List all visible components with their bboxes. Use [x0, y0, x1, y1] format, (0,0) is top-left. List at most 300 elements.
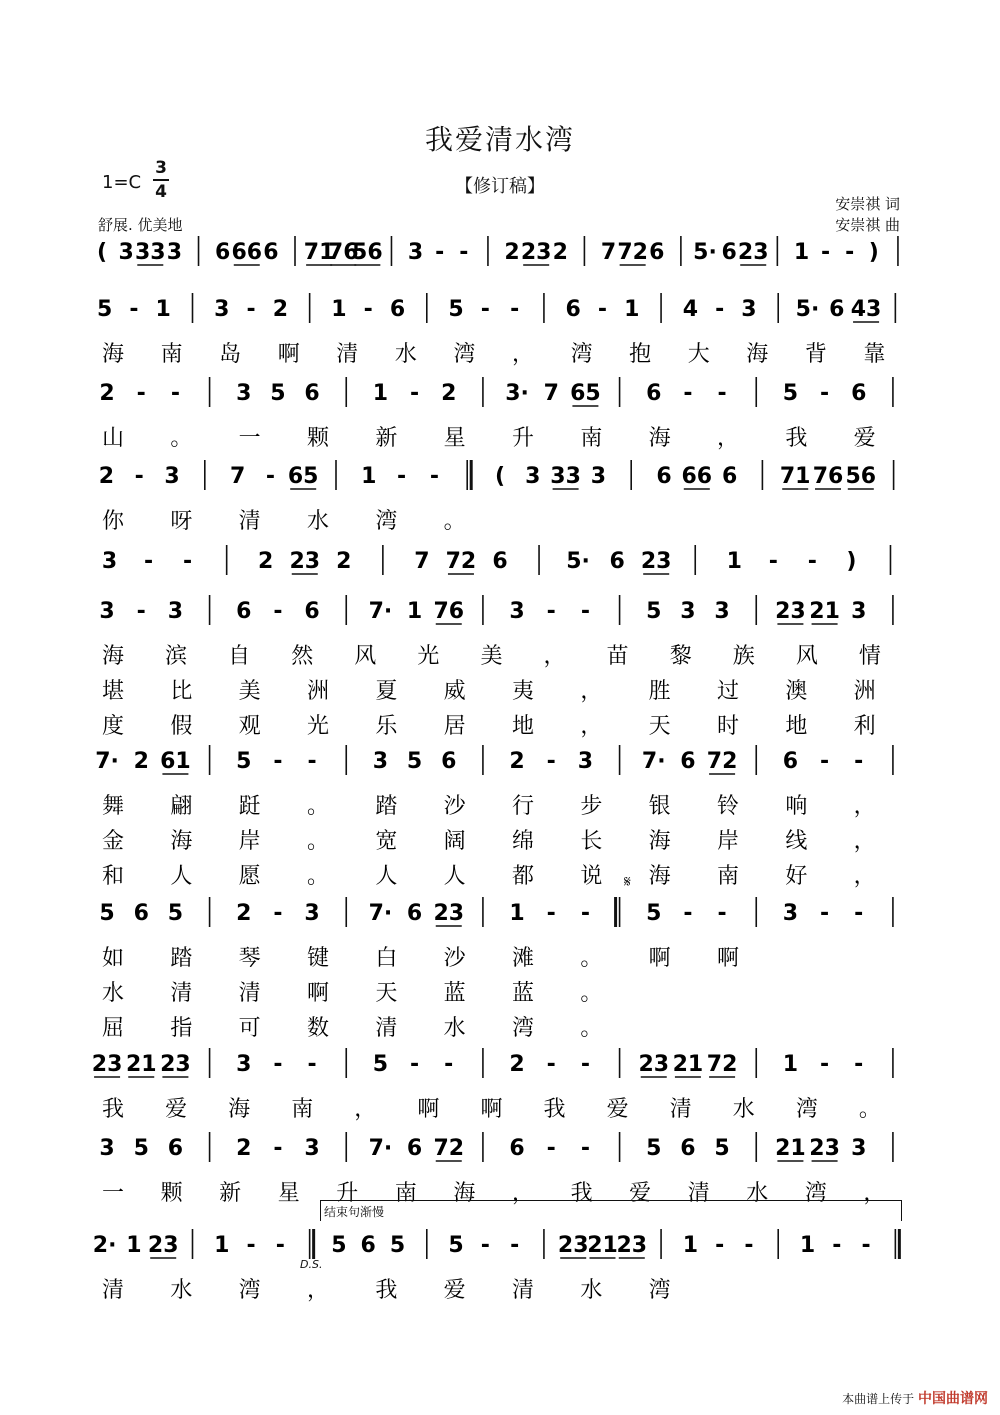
note-token: 1 [361, 464, 377, 489]
note-token: 3 [714, 599, 730, 624]
lyric-char: 啊 [307, 981, 330, 1006]
note-token: 23 [147, 1233, 179, 1258]
subtitle: 【修订稿】 [455, 176, 545, 197]
lyric-char: 。 [307, 794, 330, 819]
note-token: 65 [287, 464, 319, 489]
note-token: 7· [368, 1136, 393, 1161]
footer [842, 1388, 988, 1408]
lyric-char: 。 [307, 829, 330, 854]
lyric-row [90, 337, 910, 369]
note-token: 3 [236, 1052, 252, 1077]
lyric-char: 海 [648, 426, 671, 451]
note-token: - [363, 297, 373, 322]
note-token: 3 [167, 599, 184, 624]
lyric-row-svg [90, 709, 910, 741]
lyric-char: 愿 [238, 864, 261, 889]
note-row-svg [90, 893, 910, 933]
note-token: 1 [624, 297, 640, 322]
note-token: 2 [99, 381, 115, 406]
lyric-char: 舞 [102, 794, 125, 819]
lyric-char: 清 [375, 1016, 398, 1041]
note-token: 5 [448, 1233, 464, 1258]
lyric-char: 岛 [219, 342, 242, 367]
note-token: 3 [851, 599, 867, 624]
lyric-char: ， [580, 679, 603, 704]
lyric-char: 天 [648, 714, 671, 739]
lyric-char: 族 [732, 644, 755, 669]
lyric-char: 和 [102, 864, 125, 889]
note-token: ( [494, 464, 506, 489]
lyric-char: 爱 [443, 1278, 466, 1303]
lyric-char: ， [863, 1181, 886, 1206]
note-token: - [444, 1052, 454, 1077]
lyric-char: 清 [687, 1181, 710, 1206]
lyric-char: 屈 [102, 1016, 125, 1041]
lyric-char: 湾 [648, 1278, 671, 1303]
lyric-char: 翩 [170, 794, 193, 819]
lyric-char: 都 [512, 864, 535, 889]
note-token: 33 [134, 240, 166, 265]
note-token: 7 [414, 549, 430, 574]
lyric-char: 水 [580, 1278, 603, 1303]
lyric-char: 人 [170, 864, 193, 889]
note-token: 2 [336, 549, 352, 574]
lyric-char: 假 [170, 714, 193, 739]
note-token: 23 [557, 1233, 589, 1258]
lyric-char: 我 [543, 1097, 566, 1122]
note-token: 6 [133, 901, 149, 926]
note-token: 3 [99, 599, 115, 624]
note-token: 1 [509, 901, 525, 926]
note-token: 5 [270, 381, 286, 406]
note-token: ) [868, 240, 879, 265]
note-token: - [144, 549, 154, 574]
note-row-svg [90, 232, 910, 272]
lyric-char: 黎 [669, 644, 692, 669]
lyric-char: 海 [228, 1097, 251, 1122]
note-token: 2 [509, 749, 525, 774]
note-token: - [307, 1052, 317, 1077]
note-token: - [820, 749, 830, 774]
lyric-char: 大 [687, 342, 710, 367]
footer-brand: 中国曲谱网 [918, 1391, 988, 1407]
lyric-char: 风 [795, 644, 818, 669]
note-token: 1 [214, 1233, 230, 1258]
note-token: - [510, 1233, 520, 1258]
note-token: 6 [360, 1233, 376, 1258]
note-token: - [820, 1052, 830, 1077]
note-token: 6 [680, 749, 696, 774]
note-token: 4 [682, 297, 699, 322]
lyric-char: 度 [102, 714, 125, 739]
lyric-row [90, 941, 910, 973]
lyric-char: 水 [443, 1016, 466, 1041]
lyric-row [90, 789, 910, 821]
lyric-char: 踏 [375, 794, 398, 819]
note-row [90, 373, 910, 411]
note-token: 7· [641, 749, 666, 774]
note-token: - [546, 599, 556, 624]
lyric-char: 清 [512, 1278, 535, 1303]
note-row-svg [90, 1044, 910, 1084]
lyric-char: 啊 [648, 946, 671, 971]
note-row-svg [90, 1225, 910, 1265]
lyric-char: 新 [375, 426, 398, 451]
note-token: 6 [721, 240, 737, 265]
lyric-char: 清 [238, 509, 261, 534]
lyric-char: ， [354, 1097, 377, 1122]
note-row [90, 893, 910, 931]
lyric-row-svg [90, 639, 910, 671]
note-token: 23 [433, 901, 465, 926]
note-token: 3 [407, 240, 424, 265]
lyric-char: 山 [102, 426, 125, 451]
note-token: 21 [809, 599, 840, 624]
note-token: 5 [389, 1233, 406, 1258]
lyric-char: 苗 [606, 644, 629, 669]
note-token: 6 [441, 749, 457, 774]
lyric-char: 水 [394, 342, 417, 367]
note-token: 23 [520, 240, 552, 265]
note-token: 23 [289, 549, 321, 574]
note-token: 6 [565, 297, 581, 322]
note-token: - [580, 901, 590, 926]
note-token: - [683, 381, 693, 406]
note-token: 6 [389, 297, 406, 322]
lyric-char: 踏 [170, 946, 193, 971]
lyric-row-svg [90, 1273, 910, 1305]
note-token: - [821, 240, 831, 265]
note-token: 2 [509, 1052, 525, 1077]
note-row [90, 1225, 910, 1263]
note-token: 23 [737, 240, 769, 265]
lyric-char: 。 [580, 981, 603, 1006]
note-token: 3 [509, 599, 525, 624]
note-token: 3 [166, 240, 183, 265]
lyric-char: 岸 [238, 829, 261, 854]
lyric-char: 长 [580, 829, 603, 854]
ending-bracket [320, 1200, 902, 1221]
note-token: - [397, 464, 407, 489]
note-token: 6 [649, 240, 665, 265]
note-token: 3 [851, 1136, 867, 1161]
lyric-row [90, 674, 910, 706]
lyric-char: ， [717, 426, 740, 451]
lyric-char: ， [580, 714, 603, 739]
lyric-char: 说 [580, 864, 603, 889]
time-signature-top: 3 [155, 158, 167, 178]
note-token: 6 [609, 549, 625, 574]
note-token: 3 [304, 1136, 320, 1161]
lyric-char: 海 [170, 829, 193, 854]
lyric-char: ， [853, 864, 876, 889]
lyric-char: 升 [336, 1181, 359, 1206]
lyric-char: 海 [746, 342, 769, 367]
note-token: - [410, 381, 420, 406]
lyric-char: 沙 [443, 946, 466, 971]
note-token: - [854, 901, 864, 926]
note-token: - [580, 599, 590, 624]
lyric-char: 星 [443, 426, 466, 451]
note-token: 2 [552, 240, 568, 265]
note-token: 6 [304, 599, 320, 624]
lyric-char: 南 [580, 426, 603, 451]
note-token: 2 [133, 749, 149, 774]
lyric-char: ， [543, 644, 566, 669]
lyric-row-svg [90, 859, 910, 891]
note-token: 3 [680, 599, 696, 624]
note-token: 6 [406, 1136, 423, 1161]
note-token: 2 [98, 464, 115, 489]
lyric-char: 啊 [717, 946, 740, 971]
lyric-char: 光 [307, 714, 330, 739]
lyric-char: 背 [804, 342, 827, 367]
note-token: 6 [263, 240, 279, 265]
lyric-char: 滨 [165, 644, 188, 669]
lyric-char: 我 [570, 1181, 593, 1206]
note-token: 6 [680, 1136, 696, 1161]
note-token: 56 [845, 464, 877, 489]
lyric-char: ， [512, 342, 535, 367]
note-token: 1 [799, 1233, 816, 1258]
lyric-row [90, 859, 910, 891]
lyric-char: 威 [443, 679, 466, 704]
note-token: 1 [726, 549, 742, 574]
lyric-char: 一 [238, 426, 261, 451]
lyric-row-svg [90, 421, 910, 453]
note-row-svg [90, 373, 910, 413]
note-token: - [136, 599, 146, 624]
note-token: 21 [775, 1136, 806, 1161]
note-token: 1 [372, 381, 389, 406]
note-token: 3 [99, 1136, 115, 1161]
note-row [90, 541, 910, 579]
note-token: 21 [672, 1052, 704, 1077]
lyric-row [90, 1092, 910, 1124]
note-token: - [845, 240, 855, 265]
note-token: 23 [638, 1052, 670, 1077]
note-token: - [820, 381, 830, 406]
lyric-char: 啊 [277, 342, 300, 367]
note-token: 72 [706, 749, 738, 774]
note-row-svg [90, 289, 910, 329]
lyric-char: 爱 [629, 1181, 652, 1206]
lyric-char: 阔 [443, 829, 466, 854]
note-row [90, 456, 910, 494]
lyric-row [90, 709, 910, 741]
note-row [90, 232, 910, 270]
note-token: - [580, 1136, 590, 1161]
note-token: 5 [646, 1136, 662, 1161]
note-token: - [715, 297, 725, 322]
lyric-char: 。 [580, 946, 603, 971]
note-token: 2 [441, 381, 457, 406]
note-token: 5· [693, 240, 717, 265]
composer-credit: 安崇祺 曲 [835, 216, 900, 234]
lyric-char: 沙 [443, 794, 466, 819]
note-token: - [273, 599, 283, 624]
tempo-marking: 舒展. 优美地 [98, 216, 183, 234]
note-token: - [807, 549, 817, 574]
note-token: 7 [229, 464, 246, 489]
note-token: - [480, 297, 490, 322]
lyric-row-svg [90, 1092, 910, 1124]
lyric-char: 南 [291, 1097, 314, 1122]
lyric-row-svg [90, 976, 910, 1008]
note-token: 43 [850, 297, 882, 322]
note-token: - [275, 1233, 285, 1258]
note-token: 66 [231, 240, 263, 265]
lyric-char: 人 [443, 864, 466, 889]
lyric-char: 湾 [453, 342, 476, 367]
note-token: 3 [164, 464, 180, 489]
lyric-char: 铃 [717, 794, 740, 819]
lyric-char: ， [853, 829, 876, 854]
lyric-char: 湾 [512, 1016, 535, 1041]
lyric-char: 海 [648, 864, 671, 889]
lyric-char: 滩 [512, 946, 535, 971]
note-token: 72 [433, 1136, 465, 1161]
lyric-char: 胜 [648, 679, 671, 704]
lyric-char: 。 [858, 1097, 881, 1122]
note-token: 6 [167, 1136, 184, 1161]
note-token: 6 [829, 297, 845, 322]
note-token: 5 [646, 901, 662, 926]
lyric-char: 洲 [853, 679, 876, 704]
note-token: 6 [646, 381, 662, 406]
note-token: 7· [368, 599, 393, 624]
note-token: 23 [640, 549, 672, 574]
note-token: 65 [570, 381, 601, 406]
note-token: - [820, 901, 830, 926]
note-token: 7· [368, 901, 393, 926]
note-token: 76 [327, 240, 359, 265]
lyric-char: 绵 [512, 829, 535, 854]
lyric-char: 爱 [606, 1097, 629, 1122]
note-token: - [136, 381, 146, 406]
note-token: 5 [236, 749, 252, 774]
note-token: 5 [406, 749, 423, 774]
lyric-char: 美 [238, 679, 261, 704]
note-token: 1 [406, 599, 423, 624]
note-token: 3· [505, 381, 529, 406]
note-token: 71 [303, 240, 335, 265]
lyric-char: 线 [785, 829, 808, 854]
lyric-char: 啊 [480, 1097, 503, 1122]
note-token: 72 [706, 1052, 738, 1077]
note-token: - [715, 1233, 725, 1258]
footer-text: 本曲谱上传于 [842, 1392, 915, 1406]
note-token: 3 [118, 240, 134, 265]
lyric-row [90, 824, 910, 856]
note-token: 1 [331, 297, 347, 322]
note-token: 5· [566, 549, 590, 574]
lyric-char: 清 [238, 981, 261, 1006]
segno-icon: 𝄋 [624, 872, 631, 891]
lyric-char: 然 [291, 644, 314, 669]
lyric-char: 颗 [307, 426, 330, 451]
note-row [90, 741, 910, 779]
note-row-svg [90, 456, 910, 496]
lyric-char: 好 [785, 864, 808, 889]
note-token: 6 [214, 240, 231, 265]
note-token: 1 [126, 1233, 142, 1258]
note-token: - [861, 1233, 871, 1258]
note-token: - [410, 1052, 420, 1077]
lyric-char: 呀 [170, 509, 193, 534]
lyric-char: 行 [512, 794, 535, 819]
lyric-char: 水 [307, 509, 330, 534]
lyric-char: 升 [512, 426, 535, 451]
lyric-char: 过 [717, 679, 740, 704]
note-token: 7 [600, 240, 617, 265]
lyric-char: 海 [102, 342, 125, 367]
lyric-char: 堪 [102, 679, 125, 704]
lyricist-credit: 安崇祺 词 [835, 195, 900, 213]
note-token: 76 [433, 599, 465, 624]
lyric-char: 你 [102, 509, 125, 534]
lyric-char: 响 [785, 794, 808, 819]
lyric-char: 观 [238, 714, 261, 739]
note-token: - [273, 1052, 283, 1077]
lyric-char: 水 [102, 981, 125, 1006]
note-row [90, 1128, 910, 1166]
note-token: 23 [616, 1233, 648, 1258]
note-token: 5 [782, 381, 799, 406]
note-token: - [597, 297, 608, 322]
note-token: 3 [577, 749, 594, 774]
note-token: - [546, 901, 556, 926]
lyric-char: 海 [102, 644, 125, 669]
note-token: - [273, 749, 283, 774]
lyric-char: 可 [238, 1016, 261, 1041]
lyric-char: 南 [160, 342, 183, 367]
lyric-char: 乐 [375, 714, 398, 739]
ending-bracket-label: 结束句渐慢 [324, 1205, 385, 1219]
note-token: - [546, 1052, 556, 1077]
lyric-row-svg [90, 337, 910, 369]
lyric-row [90, 421, 910, 453]
note-token: 2 [258, 549, 274, 574]
note-row-svg [90, 541, 910, 581]
note-token: 3 [304, 901, 320, 926]
note-token: - [580, 1052, 590, 1077]
lyric-char: 地 [512, 714, 535, 739]
lyric-char: 白 [375, 946, 398, 971]
lyric-row [90, 639, 910, 671]
lyric-char: 湾 [375, 509, 398, 534]
time-signature-bottom: 4 [155, 182, 167, 202]
note-token: - [717, 381, 727, 406]
lyric-char: 南 [394, 1181, 417, 1206]
ds-marking: D.S. [300, 1258, 323, 1271]
note-token: 6 [492, 549, 508, 574]
note-token: 6 [851, 381, 867, 406]
note-token: 6 [721, 464, 738, 489]
lyric-char: 清 [669, 1097, 692, 1122]
note-token: - [717, 901, 727, 926]
note-token: ( [97, 240, 108, 265]
lyric-char: 时 [717, 714, 740, 739]
note-token: 23 [775, 599, 806, 624]
lyric-row-svg [90, 941, 910, 973]
note-token: 66 [681, 464, 713, 489]
lyric-char: 我 [102, 1097, 125, 1122]
note-token: 2 [236, 1136, 252, 1161]
note-token: 5 [133, 1136, 149, 1161]
note-token: 3 [525, 464, 541, 489]
lyric-char: 南 [717, 864, 740, 889]
